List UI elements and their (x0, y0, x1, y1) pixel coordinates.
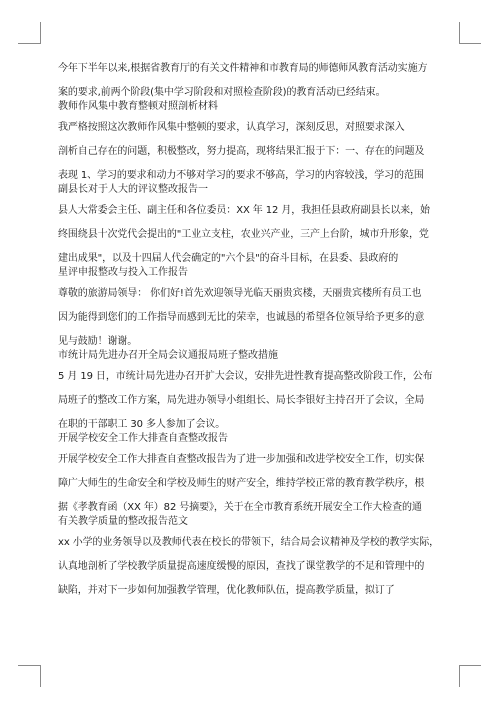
crop-mark-bottom-left-h (18, 665, 40, 666)
paragraph-line: 建出成果"，以及十四届人代会确定的"六个县"的奋斗目标，在县委、县政府的 (58, 253, 399, 264)
paragraph-line: 开展学校安全工作大排查自查整改报告为了进一步加强和改进学校安全工作，切实保 (58, 454, 425, 465)
section-heading: 有关教学质量的整改报告范文 (58, 516, 188, 527)
crop-mark-top-right-v (459, 22, 460, 44)
crop-mark-bottom-right-h (459, 665, 481, 666)
paragraph-line: 剖析自己存在的问题，积极整改，努力提高，现将结果汇报于下：一、存在的问题及 (58, 146, 425, 157)
paragraph-line: 局班子的整改工作方案，局先进办领导小组组长、局长李银好主持召开了会议，全局 (58, 395, 425, 406)
section-heading: 星评申报整改与投入工作报告 (58, 267, 188, 278)
crop-mark-top-left-h (18, 43, 40, 44)
paragraph-line: 障广大师生的生命安全和学校及师生的财产安全，维持学校正常的教育教学秩序，根 (58, 478, 425, 489)
document-body (58, 62, 453, 598)
paragraph-line: 在职的干部职工 30 多人参加了会议。 (58, 419, 226, 430)
crop-mark-bottom-right-v (459, 665, 460, 687)
paragraph-line: 案的要求,前两个阶段(集中学习阶段和对照检查阶段)的教育活动已经结束。 (58, 87, 386, 98)
section-heading: 副县长对于人大的评议整改报告一 (58, 184, 208, 195)
section-heading: 开展学校安全工作大排查自查整改报告 (58, 433, 228, 444)
crop-mark-top-right-h (459, 43, 481, 44)
section-heading: 市统计局先进办召开全局会议通报局班子整改措施 (58, 350, 278, 361)
paragraph-line: xx 小学的业务领导以及教师代表在校长的带领下，结合局会议精神及学校的教学实际， (58, 537, 440, 548)
paragraph-line: 5 月 19 日，市统计局先进办召开扩大会议，安排先进性教育提高整改阶段工作，公布 (58, 371, 433, 382)
paragraph-line: 终围绕县十次党代会提出的"工业立支柱，农业兴产业，三产上台阶，城市升形象，党 (58, 229, 429, 240)
paragraph-line: 缺陷，并对下一步如何加强教学管理，优化教师队伍，提高教学质量，拟订了 (58, 585, 395, 596)
crop-mark-top-left-v (40, 22, 41, 44)
paragraph-line: 因为能得到您们的工作指导而感到无比的荣幸，也诚恳的希望各位领导给予更多的意 (58, 312, 425, 323)
section-heading: 教师作风集中教育整顿对照剖析材料 (58, 101, 218, 112)
paragraph-line: 认真地剖析了学校教学质量提高速度缓慢的原因，查找了课堂教学的不足和管理中的 (58, 561, 425, 572)
paragraph-line: 县人大常委会主任、副主任和各位委员：XX 年 12 月，我担任县政府副县长以来，始 (58, 205, 430, 216)
paragraph-line: 我严格按照这次教师作风集中整顿的要求，认真学习，深刻反思，对照要求深入 (58, 122, 405, 133)
paragraph-line: 表现 1、学习的要求和动力不够对学习的要求不够高，学习的内容较浅，学习的范围 (58, 170, 424, 181)
paragraph-line: 见与鼓励！谢谢。 (58, 336, 138, 347)
crop-mark-bottom-left-v (40, 665, 41, 687)
paragraph-line: 尊敬的旅游局领导： 你们好!首先欢迎领导光临天丽贵宾楼，天丽贵宾楼所有员工也 (58, 288, 422, 299)
paragraph-line: 据《孝教育函（XX 年）82 号摘要》，关于在全市教育系统开展安全工作大检查的通 (58, 502, 422, 513)
paragraph-line: 今年下半年以来,根据省教育厅的有关文件精神和市教育局的师德师风教育活动实施方 (58, 63, 428, 74)
